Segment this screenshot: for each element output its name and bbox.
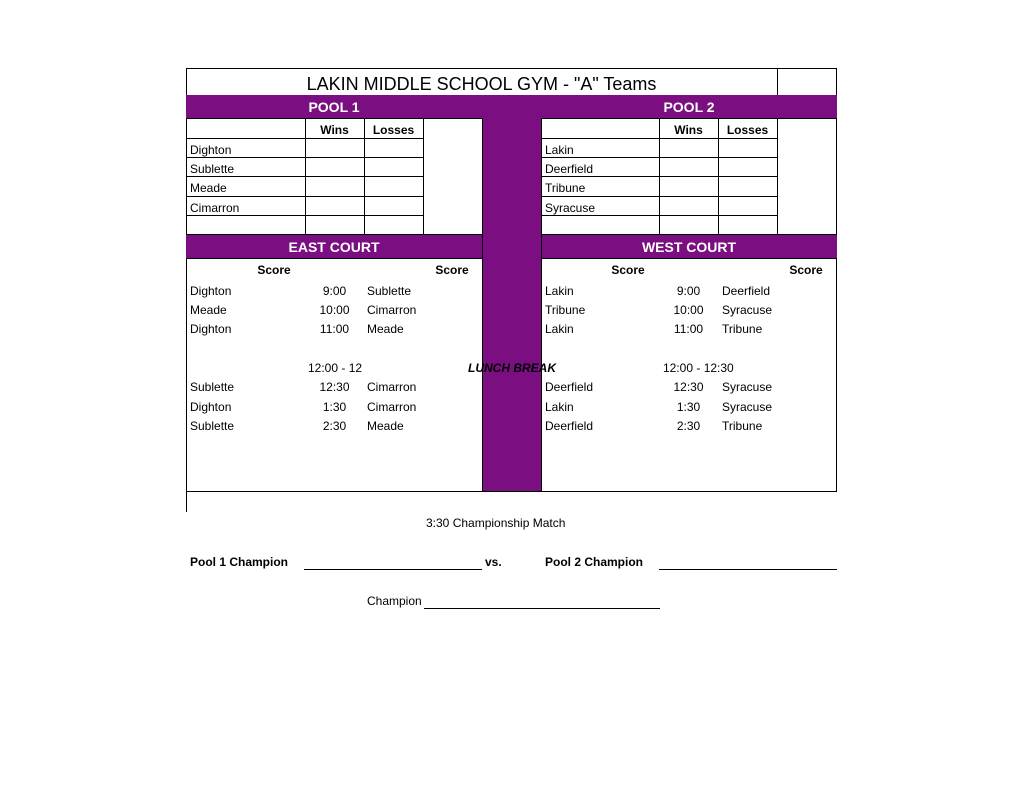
pool2-heading: POOL 2 bbox=[663, 99, 715, 115]
west-game-away: Syracuse bbox=[722, 380, 773, 394]
vs-label: vs. bbox=[485, 555, 502, 569]
west-game-away: Tribune bbox=[722, 419, 763, 433]
east-game-away: Meade bbox=[367, 419, 404, 433]
pool2-champion-line bbox=[659, 569, 837, 570]
east-game-home: Dighton bbox=[190, 322, 232, 336]
pool1-losses-header: Losses bbox=[372, 123, 415, 137]
west-game-away: Deerfield bbox=[722, 284, 771, 298]
pool2-team: Tribune bbox=[545, 181, 586, 195]
east-game-time: 10:00 bbox=[319, 303, 350, 317]
east-game-time: 9:00 bbox=[322, 284, 347, 298]
west-score-right-header: Score bbox=[789, 263, 823, 277]
center-divider bbox=[482, 95, 541, 492]
east-game-home: Dighton bbox=[190, 284, 232, 298]
pool1-champion-line bbox=[304, 569, 482, 570]
pool2-team: Deerfield bbox=[545, 162, 594, 176]
west-game-time: 9:00 bbox=[676, 284, 701, 298]
east-game-away: Cimarron bbox=[367, 303, 417, 317]
champion-label: Champion bbox=[367, 594, 422, 608]
west-game-home: Lakin bbox=[545, 284, 574, 298]
west-game-time: 12:30 bbox=[673, 380, 704, 394]
east-score-right-header: Score bbox=[435, 263, 469, 277]
east-game-home: Sublette bbox=[190, 419, 235, 433]
west-game-away: Tribune bbox=[722, 322, 763, 336]
east-game-time: 2:30 bbox=[322, 419, 347, 433]
west-game-time: 11:00 bbox=[673, 322, 704, 336]
east-game-away: Cimarron bbox=[367, 400, 417, 414]
pool1-heading: POOL 1 bbox=[308, 99, 360, 115]
pool2-team: Lakin bbox=[545, 143, 574, 157]
pool2-team: Syracuse bbox=[545, 201, 596, 215]
west-game-home: Lakin bbox=[545, 322, 574, 336]
east-score-left-header: Score bbox=[257, 263, 291, 277]
east-game-away: Cimarron bbox=[367, 380, 417, 394]
east-game-away: Meade bbox=[367, 322, 404, 336]
champion-line bbox=[424, 608, 660, 609]
east-game-time: 12:30 bbox=[319, 380, 350, 394]
east-court-heading: EAST COURT bbox=[288, 239, 380, 255]
west-court-heading: WEST COURT bbox=[641, 239, 737, 255]
east-game-home: Dighton bbox=[190, 400, 232, 414]
pool1-wins-header: Wins bbox=[320, 123, 349, 137]
pool1-team: Meade bbox=[190, 181, 227, 195]
west-game-home: Deerfield bbox=[545, 419, 594, 433]
pool2-losses-header: Losses bbox=[726, 123, 769, 137]
west-game-time: 2:30 bbox=[676, 419, 701, 433]
pool1-team: Dighton bbox=[190, 143, 232, 157]
page-title: LAKIN MIDDLE SCHOOL GYM - "A" Teams bbox=[306, 74, 657, 94]
east-game-time: 1:30 bbox=[322, 400, 347, 414]
west-game-home: Lakin bbox=[545, 400, 574, 414]
west-game-time: 1:30 bbox=[676, 400, 701, 414]
east-lunch-time: 12:00 - 12 bbox=[308, 361, 363, 375]
lunch-break-label: LUNCH BREAK bbox=[468, 361, 556, 375]
west-game-time: 10:00 bbox=[673, 303, 704, 317]
pool1-team: Sublette bbox=[190, 162, 235, 176]
pool2-wins-header: Wins bbox=[674, 123, 703, 137]
west-game-home: Tribune bbox=[545, 303, 586, 317]
west-game-away: Syracuse bbox=[722, 303, 773, 317]
west-score-left-header: Score bbox=[611, 263, 645, 277]
west-game-away: Syracuse bbox=[722, 400, 773, 414]
east-game-away: Sublette bbox=[367, 284, 412, 298]
west-game-home: Deerfield bbox=[545, 380, 594, 394]
west-lunch-time: 12:00 - 12:30 bbox=[663, 361, 734, 375]
pool1-champion-label: Pool 1 Champion bbox=[190, 555, 289, 569]
pool1-team: Cimarron bbox=[190, 201, 240, 215]
east-game-time: 11:00 bbox=[319, 322, 350, 336]
pool2-champion-label: Pool 2 Champion bbox=[545, 555, 644, 569]
east-game-home: Sublette bbox=[190, 380, 235, 394]
east-game-home: Meade bbox=[190, 303, 227, 317]
championship-match-label: 3:30 Championship Match bbox=[426, 516, 566, 530]
